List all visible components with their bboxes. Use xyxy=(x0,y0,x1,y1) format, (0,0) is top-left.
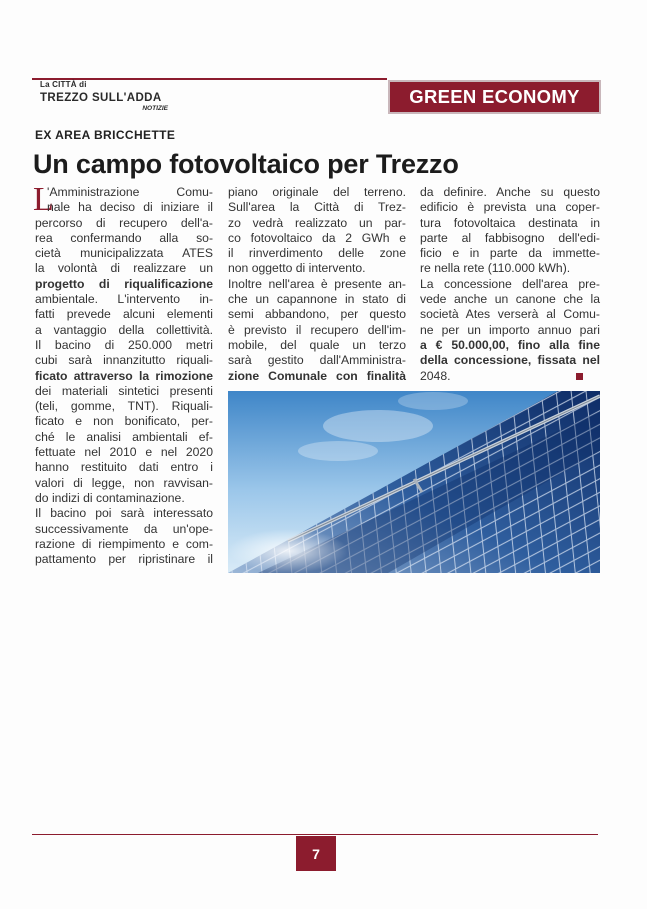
text-line: piano originale del terreno. xyxy=(228,185,406,199)
text-line: ne per un importo annuo pari xyxy=(420,322,600,337)
masthead-line3: NOTIZIE xyxy=(142,105,168,112)
text-line: tura fotovoltaica destinata in xyxy=(420,215,600,230)
text-line: ficato attraverso la rimozione xyxy=(35,368,213,383)
text-line: Il bacino di 250.000 metri xyxy=(35,337,213,352)
text-line: percorso di recupero dell'a- xyxy=(35,215,213,230)
text-line: a € 50.000,00, fino alla fine xyxy=(420,337,600,352)
text-line: vede anche un canone che la xyxy=(420,292,600,307)
text-line: Sull'area la Città di Trez- xyxy=(228,200,406,215)
text-line: edificio è prevista una coper- xyxy=(420,200,600,215)
text-line: pattamento per ripristinare il xyxy=(35,552,213,567)
drop-cap: L xyxy=(33,181,54,218)
text-line: cietà municipalizzata ATES xyxy=(35,246,213,261)
masthead-logo xyxy=(40,80,180,112)
masthead-line2: TREZZO SULL'ADDA xyxy=(40,92,162,104)
text-line: della concessione, fissata nel xyxy=(420,353,600,368)
masthead-line1: La CITTÀ di xyxy=(40,80,87,89)
text-line: Inoltre nell'area è presente an- xyxy=(228,276,406,291)
text-line: valori di legge, non ravvisan- xyxy=(35,475,213,490)
text-line: fettuate nel 2010 e nel 2020 xyxy=(35,445,213,460)
article-column-3 xyxy=(420,185,600,384)
article-column-1 xyxy=(33,181,213,567)
text-line-end xyxy=(420,369,600,384)
text-line: ficato e non bonificato, per- xyxy=(35,414,213,429)
text-line: zo vedrà realizzato un par- xyxy=(228,215,406,230)
text-line: parte al fabbisogno dell'edi- xyxy=(420,230,600,245)
article-title: Un campo fotovoltaico per Trezzo xyxy=(33,149,459,179)
text-line: rea confermando alla so- xyxy=(35,230,213,245)
bottom-rule xyxy=(32,834,598,835)
text-line: successivamente da un'ope- xyxy=(35,521,213,536)
text-line: La concessione dell'area pre- xyxy=(420,276,600,291)
solar-panel-illustration xyxy=(228,391,600,573)
text-line: che un capannone in stato di xyxy=(228,292,406,307)
text-line: 'Amministrazione Comu- xyxy=(47,185,213,199)
text-line: re nella rete (110.000 kWh). xyxy=(420,261,571,276)
page-number: 7 xyxy=(296,836,336,871)
section-badge: GREEN ECONOMY xyxy=(388,80,601,114)
text-line: ambientale. L'intervento in- xyxy=(35,292,213,307)
text-line: è previsto il recupero dell'im- xyxy=(228,322,406,337)
text-line: ché le analisi ambientali ef- xyxy=(35,429,213,444)
article-kicker: EX AREA BRICCHETTE xyxy=(35,128,176,142)
text-line: cubi sarà innanzitutto riquali- xyxy=(35,353,213,368)
end-of-article-icon xyxy=(576,373,583,380)
text-line: 2048. xyxy=(420,368,451,383)
text-line: (teli, gomme, TNT). Riquali- xyxy=(35,399,213,414)
text-line: semi abbandono, per questo xyxy=(228,307,406,322)
text-line: zione Comunale con finalità xyxy=(228,368,406,383)
text-line: ficio e in parte da immette- xyxy=(420,246,600,261)
text-line: mobile, del quale un terzo xyxy=(228,337,406,352)
text-line: Il bacino poi sarà interessato xyxy=(35,506,213,521)
article-column-2 xyxy=(228,185,406,384)
text-line: la volontà di realizzare un xyxy=(35,261,213,276)
text-line: progetto di riqualificazione xyxy=(35,276,213,291)
text-line: razione di riempimento e com- xyxy=(35,536,213,551)
text-line: il rinverdimento delle zone xyxy=(228,246,406,261)
text-line: co fotovoltaico da 2 GWh e xyxy=(228,230,406,245)
text-line: do indizi di contaminazione. xyxy=(35,490,185,505)
text-line: fatti prevede alcuni elementi xyxy=(35,307,213,322)
text-line: società Ates verserà al Comu- xyxy=(420,307,600,322)
text-line: a vantaggio della collettività. xyxy=(35,322,213,337)
text-line: non oggetto di intervento. xyxy=(228,261,366,276)
text-line: da definire. Anche su questo xyxy=(420,185,600,199)
text-line: sarà gestito dall'Amministra- xyxy=(228,353,406,368)
text-line: dei materiali sintetici presenti xyxy=(35,383,213,398)
text-line: hanno restituito dati entro i xyxy=(35,460,213,475)
text-line: nale ha deciso di iniziare il xyxy=(47,200,213,215)
solar-panel-photo xyxy=(228,391,600,573)
